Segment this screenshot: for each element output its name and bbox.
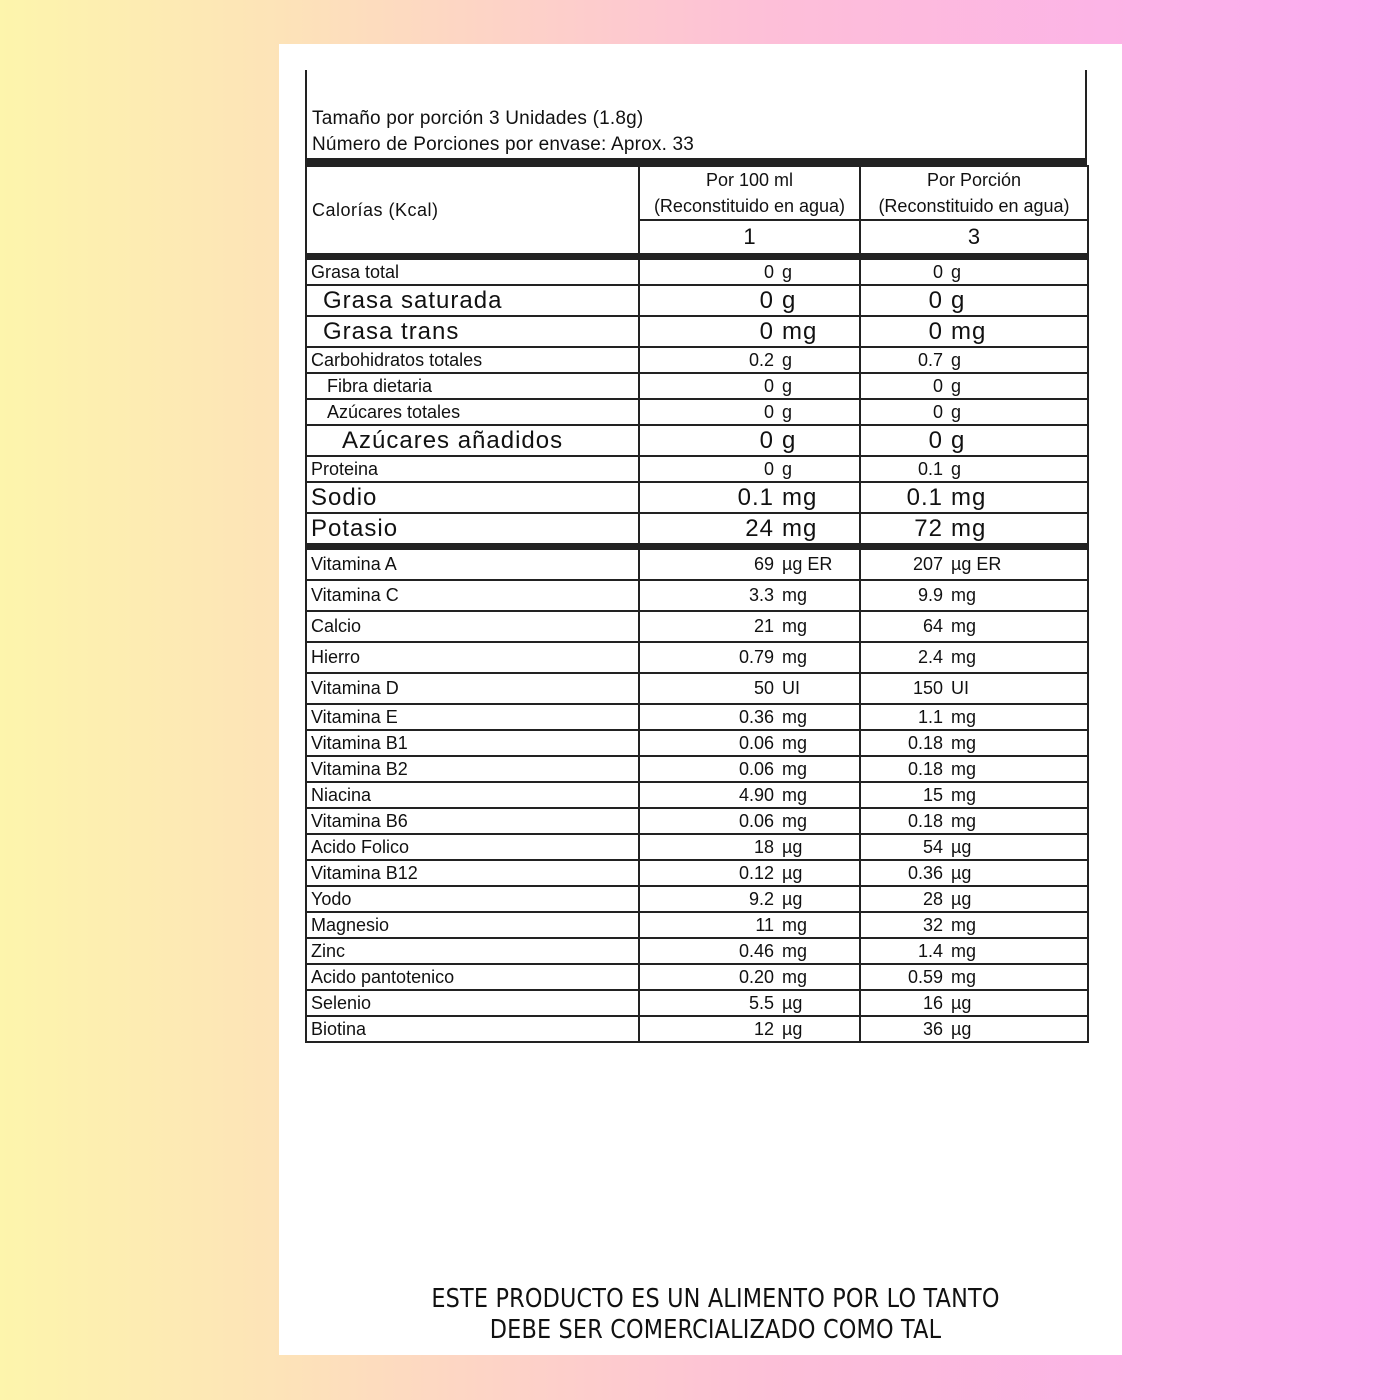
value-amount: 64 <box>922 616 943 636</box>
value-per-100ml <box>639 259 860 285</box>
row-name: Yodo <box>306 886 639 912</box>
value-unit: µg <box>782 862 803 883</box>
value-per-portion <box>860 673 1088 704</box>
value-unit: mg <box>951 514 987 542</box>
value-per-portion <box>860 808 1088 834</box>
vitamin-row <box>306 990 1088 1016</box>
value-amount: 16 <box>922 992 943 1013</box>
value-unit: g <box>951 458 962 479</box>
value-amount: 1.4 <box>917 940 943 961</box>
value-amount: 18 <box>753 836 774 857</box>
col-header-100ml <box>639 166 860 220</box>
value-unit: µg ER <box>782 554 833 574</box>
vitamin-row <box>306 756 1088 782</box>
value-amount: 0.18 <box>907 758 943 779</box>
value-per-100ml <box>639 425 860 456</box>
row-name: Proteina <box>306 456 639 482</box>
value-per-100ml <box>639 730 860 756</box>
value-per-100ml <box>639 782 860 808</box>
row-name: Vitamina B2 <box>306 756 639 782</box>
nutrient-row <box>306 513 1088 544</box>
value-per-100ml <box>639 886 860 912</box>
value-amount: 2.4 <box>917 647 943 667</box>
value-per-portion <box>860 611 1088 642</box>
value-unit: g <box>782 401 793 422</box>
value-unit: mg <box>951 758 977 779</box>
calories-per-portion: 3 <box>860 220 1088 254</box>
value-per-portion <box>860 782 1088 808</box>
value-per-portion <box>860 580 1088 611</box>
value-amount: 1.1 <box>917 706 943 727</box>
value-per-100ml <box>639 549 860 580</box>
value-per-100ml <box>639 1016 860 1042</box>
value-per-portion <box>860 549 1088 580</box>
value-per-100ml <box>639 938 860 964</box>
value-per-100ml <box>639 580 860 611</box>
value-unit: mg <box>951 784 977 805</box>
value-amount: 54 <box>922 836 943 857</box>
thick-divider <box>305 158 1087 165</box>
row-name: Grasa saturada <box>306 285 639 316</box>
nutrient-row <box>306 259 1088 285</box>
value-amount: 0.18 <box>907 732 943 753</box>
row-name: Vitamina E <box>306 704 639 730</box>
col-header-100ml-title: Por 100 ml <box>705 170 794 190</box>
value-amount: 0.06 <box>738 732 774 753</box>
value-amount: 0.36 <box>907 862 943 883</box>
value-unit: mg <box>782 914 808 935</box>
value-amount: 0.06 <box>738 810 774 831</box>
servings-per-container: Número de Porciones por envase: Aprox. 33 <box>312 134 695 155</box>
value-amount: 0.1 <box>917 458 943 479</box>
row-name: Grasa trans <box>306 316 639 347</box>
value-amount: 0 <box>759 317 774 345</box>
value-unit: µg <box>782 836 803 857</box>
value-unit: µg <box>951 888 972 909</box>
nutrition-facts-label <box>305 70 1087 1043</box>
value-unit: mg <box>782 647 808 667</box>
vitamin-row <box>306 860 1088 886</box>
row-name: Zinc <box>306 938 639 964</box>
calories-per-100ml: 1 <box>639 220 860 254</box>
value-unit: g <box>951 286 966 314</box>
row-name: Biotina <box>306 1016 639 1042</box>
value-unit: mg <box>782 585 808 605</box>
row-name: Vitamina C <box>306 580 639 611</box>
serving-size: Tamaño por porción 3 Unidades (1.8g) <box>312 108 644 129</box>
value-amount: 28 <box>922 888 943 909</box>
row-name: Acido pantotenico <box>306 964 639 990</box>
vitamin-row <box>306 704 1088 730</box>
col-header-portion <box>860 166 1088 220</box>
value-amount: 0.06 <box>738 758 774 779</box>
value-per-portion <box>860 373 1088 399</box>
nutrient-row <box>306 482 1088 513</box>
value-amount: 5.5 <box>748 992 774 1013</box>
value-amount: 0.79 <box>738 647 774 667</box>
vitamin-row <box>306 1016 1088 1042</box>
value-per-100ml <box>639 912 860 938</box>
value-per-100ml <box>639 456 860 482</box>
value-amount: 11 <box>755 914 774 935</box>
nutrient-row <box>306 399 1088 425</box>
vitamin-row <box>306 808 1088 834</box>
value-per-100ml <box>639 316 860 347</box>
value-amount: 32 <box>922 914 943 935</box>
value-unit: mg <box>951 732 977 753</box>
value-amount: 0 <box>759 286 774 314</box>
row-name: Vitamina B12 <box>306 860 639 886</box>
value-amount: 0 <box>932 401 943 422</box>
row-name: Azúcares totales <box>306 399 639 425</box>
value-amount: 72 <box>914 514 943 542</box>
value-amount: 0 <box>763 458 774 479</box>
value-per-portion <box>860 834 1088 860</box>
value-amount: 0.20 <box>738 966 774 987</box>
value-amount: 0.1 <box>906 483 943 511</box>
row-name: Sodio <box>306 482 639 513</box>
footer-line-2: DEBE SER COMERCIALIZADO COMO TAL <box>489 1315 942 1345</box>
value-amount: 9.2 <box>748 888 774 909</box>
value-per-portion <box>860 285 1088 316</box>
value-unit: mg <box>782 317 818 345</box>
vitamin-row <box>306 886 1088 912</box>
value-unit: g <box>951 426 966 454</box>
value-amount: 0.1 <box>737 483 774 511</box>
value-amount: 9.9 <box>917 585 943 605</box>
value-per-100ml <box>639 399 860 425</box>
row-name: Acido Folico <box>306 834 639 860</box>
nutrient-row <box>306 285 1088 316</box>
value-amount: 21 <box>753 616 774 636</box>
value-unit: µg <box>951 992 972 1013</box>
value-per-portion <box>860 912 1088 938</box>
value-per-100ml <box>639 860 860 886</box>
nutrient-row <box>306 316 1088 347</box>
value-per-100ml <box>639 513 860 544</box>
value-amount: 0 <box>763 261 774 282</box>
value-amount: 12 <box>753 1018 774 1039</box>
col-header-portion-title: Por Porción <box>926 170 1022 190</box>
value-amount: 0 <box>928 426 943 454</box>
value-amount: 0 <box>763 401 774 422</box>
value-per-100ml <box>639 482 860 513</box>
value-amount: 69 <box>753 554 774 574</box>
vitamin-row <box>306 730 1088 756</box>
value-unit: g <box>782 349 793 370</box>
value-per-portion <box>860 316 1088 347</box>
value-amount: 4.90 <box>738 784 774 805</box>
col-header-100ml-sub: (Reconstituido en agua) <box>653 196 846 216</box>
nutrient-row <box>306 425 1088 456</box>
vitamin-row <box>306 549 1088 580</box>
value-unit: mg <box>951 706 977 727</box>
value-amount: 0 <box>928 317 943 345</box>
value-amount: 0.7 <box>917 349 943 370</box>
vitamin-row <box>306 912 1088 938</box>
row-name: Magnesio <box>306 912 639 938</box>
value-unit: g <box>951 261 962 282</box>
value-amount: 0.18 <box>907 810 943 831</box>
value-per-portion <box>860 347 1088 373</box>
value-unit: mg <box>951 810 977 831</box>
row-name: Grasa total <box>306 259 639 285</box>
value-unit: g <box>951 375 962 396</box>
value-unit: µg ER <box>951 554 1002 574</box>
vitamin-row <box>306 642 1088 673</box>
value-per-100ml <box>639 990 860 1016</box>
row-name: Calcio <box>306 611 639 642</box>
value-per-100ml <box>639 704 860 730</box>
value-per-portion <box>860 860 1088 886</box>
nutrient-row <box>306 373 1088 399</box>
row-name: Vitamina A <box>306 549 639 580</box>
value-unit: mg <box>951 966 977 987</box>
value-amount: 150 <box>912 678 943 698</box>
value-amount: 0 <box>928 286 943 314</box>
value-amount: 0.12 <box>738 862 774 883</box>
value-per-100ml <box>639 285 860 316</box>
value-per-portion <box>860 399 1088 425</box>
value-unit: mg <box>951 317 987 345</box>
value-per-portion <box>860 456 1088 482</box>
value-unit: mg <box>782 758 808 779</box>
value-per-100ml <box>639 964 860 990</box>
value-per-portion <box>860 990 1088 1016</box>
value-amount: 0.59 <box>907 966 943 987</box>
row-name: Vitamina B1 <box>306 730 639 756</box>
value-unit: g <box>782 375 793 396</box>
nutrition-table <box>305 165 1089 1043</box>
value-unit: mg <box>782 966 808 987</box>
value-per-100ml <box>639 834 860 860</box>
value-unit: g <box>782 426 797 454</box>
nutrient-row <box>306 347 1088 373</box>
value-unit: g <box>782 286 797 314</box>
value-per-100ml <box>639 673 860 704</box>
value-per-portion <box>860 756 1088 782</box>
vitamin-row <box>306 834 1088 860</box>
row-name: Selenio <box>306 990 639 1016</box>
vitamin-row <box>306 782 1088 808</box>
value-unit: g <box>782 458 793 479</box>
value-unit: mg <box>782 706 808 727</box>
value-per-portion <box>860 938 1088 964</box>
value-unit: mg <box>951 647 977 667</box>
value-amount: 0 <box>759 426 774 454</box>
value-unit: UI <box>782 678 800 698</box>
footer-line-1: ESTE PRODUCTO ES UN ALIMENTO POR LO TANTO <box>431 1284 1000 1314</box>
value-unit: µg <box>782 1018 803 1039</box>
value-per-100ml <box>639 373 860 399</box>
value-unit: mg <box>782 483 818 511</box>
row-name: Potasio <box>306 513 639 544</box>
value-unit: µg <box>782 888 803 909</box>
row-name: Carbohidratos totales <box>306 347 639 373</box>
value-per-portion <box>860 886 1088 912</box>
value-unit: µg <box>951 1018 972 1039</box>
value-unit: g <box>782 261 793 282</box>
value-unit: mg <box>951 914 977 935</box>
vitamin-row <box>306 673 1088 704</box>
nutrient-row <box>306 456 1088 482</box>
value-unit: mg <box>782 514 818 542</box>
value-unit: mg <box>951 940 977 961</box>
value-unit: mg <box>782 810 808 831</box>
value-per-portion <box>860 642 1088 673</box>
value-per-portion <box>860 259 1088 285</box>
value-unit: µg <box>782 992 803 1013</box>
value-unit: mg <box>951 585 977 605</box>
value-unit: g <box>951 349 962 370</box>
value-amount: 0.36 <box>738 706 774 727</box>
value-per-portion <box>860 513 1088 544</box>
value-amount: 15 <box>922 784 943 805</box>
row-name: Hierro <box>306 642 639 673</box>
value-per-100ml <box>639 808 860 834</box>
value-amount: 0 <box>932 375 943 396</box>
value-per-portion <box>860 704 1088 730</box>
value-unit: mg <box>782 784 808 805</box>
value-amount: 0 <box>763 375 774 396</box>
value-unit: mg <box>782 732 808 753</box>
vitamin-row <box>306 938 1088 964</box>
serving-info <box>305 70 1087 158</box>
value-per-100ml <box>639 611 860 642</box>
label-card <box>279 44 1122 1355</box>
vitamin-row <box>306 964 1088 990</box>
value-per-portion <box>860 964 1088 990</box>
value-amount: 36 <box>922 1018 943 1039</box>
value-unit: µg <box>951 862 972 883</box>
value-amount: 0 <box>932 261 943 282</box>
row-name: Azúcares añadidos <box>306 425 639 456</box>
value-amount: 0.2 <box>748 349 774 370</box>
value-per-portion <box>860 425 1088 456</box>
row-name: Fibra dietaria <box>306 373 639 399</box>
value-per-100ml <box>639 642 860 673</box>
row-name: Niacina <box>306 782 639 808</box>
vitamin-row <box>306 611 1088 642</box>
value-per-100ml <box>639 347 860 373</box>
calories-label: Calorías (Kcal) <box>306 166 639 254</box>
value-amount: 207 <box>912 554 943 574</box>
value-amount: 3.3 <box>748 585 774 605</box>
value-unit: g <box>951 401 962 422</box>
vitamin-row <box>306 580 1088 611</box>
value-amount: 24 <box>745 514 774 542</box>
value-per-portion <box>860 730 1088 756</box>
value-unit: µg <box>951 836 972 857</box>
value-amount: 0.46 <box>738 940 774 961</box>
value-per-portion <box>860 1016 1088 1042</box>
value-unit: mg <box>951 483 987 511</box>
value-per-portion <box>860 482 1088 513</box>
row-name: Vitamina B6 <box>306 808 639 834</box>
value-amount: 50 <box>753 678 774 698</box>
value-unit: mg <box>782 616 808 636</box>
value-unit: mg <box>951 616 977 636</box>
col-header-portion-sub: (Reconstituido en agua) <box>878 196 1070 216</box>
row-name: Vitamina D <box>306 673 639 704</box>
value-unit: mg <box>782 940 808 961</box>
value-unit: UI <box>951 678 969 698</box>
value-per-100ml <box>639 756 860 782</box>
